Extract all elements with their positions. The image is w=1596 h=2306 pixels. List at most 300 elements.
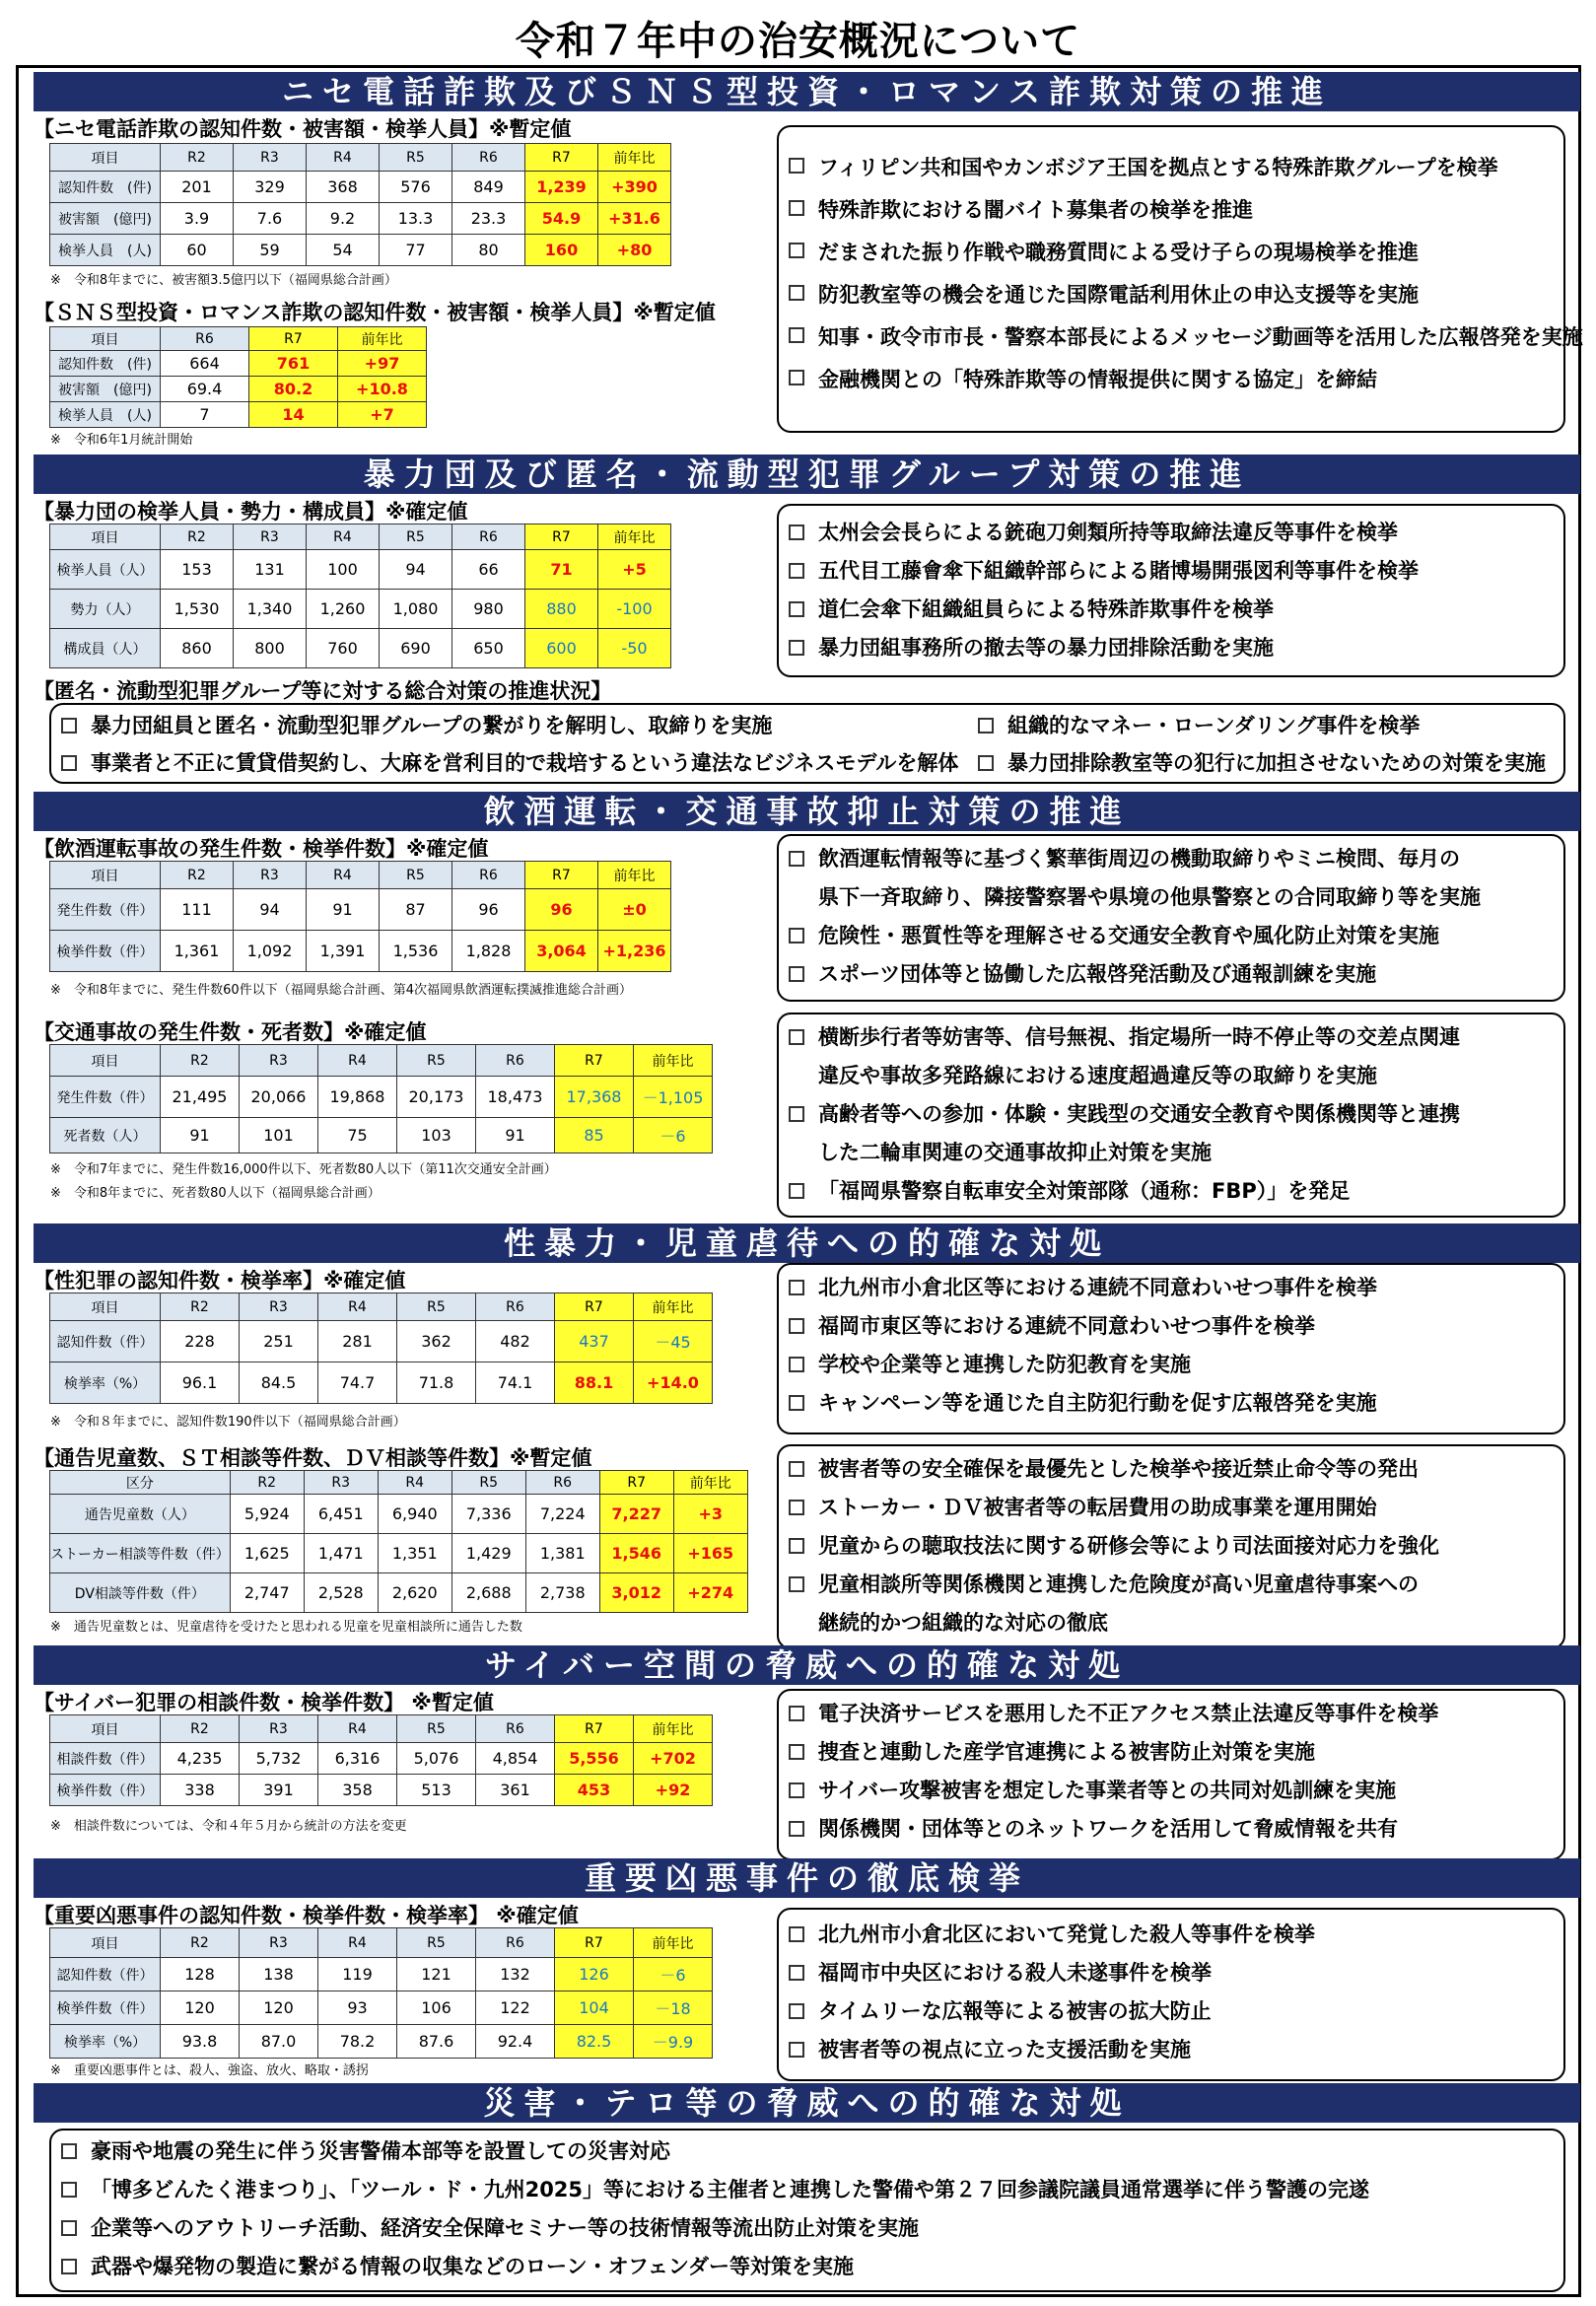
measures-box-anonymous-groups <box>49 703 1565 784</box>
measure-item <box>779 189 1563 232</box>
row-header: 勢力（人） <box>50 590 161 629</box>
table-cell: 131 <box>234 550 307 590</box>
table-cell: 690 <box>380 629 452 668</box>
measure-text: 道仁会傘下組織組員らによる特殊詐欺事件を検挙 <box>818 597 1274 621</box>
measure-text: 関係機関・団体等とのネットワークを活用して脅威情報を共有 <box>818 1817 1398 1841</box>
column-header: R3 <box>304 1471 378 1495</box>
measure-item <box>779 274 1563 316</box>
table-cell: +97 <box>338 351 427 377</box>
measures-box-child-abuse <box>777 1444 1565 1649</box>
measure-text: フィリピン共和国やカンボジア王国を拠点とする特殊詐欺グループを検挙 <box>818 156 1498 179</box>
measure-text: ストーカー・ＤＶ被害者等の転居費用の助成事業を運用開始 <box>818 1496 1377 1519</box>
column-header: R3 <box>234 524 307 550</box>
measure-item <box>779 917 1563 955</box>
serious-crimes-table <box>49 1927 713 2059</box>
table-cell: 6,940 <box>378 1495 451 1534</box>
measure-item <box>779 1095 1563 1134</box>
column-header: R6 <box>161 327 249 351</box>
sex-crimes-table <box>49 1293 713 1404</box>
measure-text: だまされた振り作戦や職務質問による受け子らの現場検挙を推進 <box>818 241 1419 264</box>
column-header: R2 <box>161 524 234 550</box>
measures-box-gangs <box>777 504 1565 677</box>
row-header: 相談件数（件） <box>50 1743 161 1775</box>
row-header: 検挙率（%） <box>50 2025 161 2059</box>
table-cell: 1,381 <box>525 1534 599 1573</box>
table-cell: 59 <box>234 235 307 266</box>
row-header: ストーカー相談等件数（件） <box>50 1534 231 1573</box>
column-header: R2 <box>161 1928 240 1958</box>
measure-text: 学校や企業等と連携した防犯教育を実施 <box>818 1353 1191 1376</box>
table-cell: 80.2 <box>249 377 338 402</box>
measure-item <box>779 1307 1563 1346</box>
table-cell: 18,473 <box>476 1077 555 1118</box>
section-banner-gangs: 暴力団及び匿名・流動型犯罪グループ対策の推進 <box>34 454 1580 494</box>
table-cell: 2,688 <box>451 1573 525 1613</box>
measure-text: 事業者と不正に賃貸借契約し、大麻を営利目的で栽培するという違法なビジネスモデルを解体 <box>91 751 959 775</box>
table-cell: 5,556 <box>555 1743 634 1775</box>
measure-item <box>779 2031 1563 2069</box>
column-header: R5 <box>380 862 452 889</box>
checkbox-icon <box>789 928 804 943</box>
column-header: R5 <box>397 1715 476 1743</box>
table-cell: 513 <box>397 1775 476 1806</box>
table-cell: 85 <box>555 1118 634 1153</box>
measure-item <box>779 316 1583 359</box>
table-cell: 650 <box>452 629 525 668</box>
column-header: R4 <box>307 524 380 550</box>
table-cell: 2,528 <box>304 1573 378 1613</box>
column-header: R4 <box>318 1045 397 1077</box>
checkbox-icon <box>789 2003 804 2019</box>
checkbox-icon <box>789 601 804 617</box>
table-row <box>50 629 671 668</box>
column-header: R7 <box>555 1045 634 1077</box>
table-row <box>50 172 671 203</box>
measure-text: 継続的かつ組織的な対応の徹底 <box>818 1611 1108 1635</box>
table-cell: 281 <box>318 1321 397 1363</box>
page-title: 令和７年中の治安概況について <box>515 19 1081 64</box>
table-cell: 6,316 <box>318 1743 397 1775</box>
table-row <box>50 931 671 972</box>
row-header: 検挙件数（件） <box>50 1775 161 1806</box>
measure-text: 捜査と連動した産学官連携による被害防止対策を実施 <box>818 1740 1315 1764</box>
measure-text: キャンペーン等を通じた自主防犯行動を促す広報啓発を実施 <box>818 1391 1377 1415</box>
table-cell: 120 <box>161 1992 240 2025</box>
measures-box-cyber <box>777 1689 1565 1860</box>
column-header: R7 <box>525 144 598 172</box>
measures-box-sex-crimes <box>777 1263 1565 1434</box>
row-header: 発生件数（件） <box>50 889 161 931</box>
measure-text: 福岡市東区等における連続不同意わいせつ事件を検挙 <box>818 1314 1315 1338</box>
table-cell: 368 <box>307 172 380 203</box>
column-header: R2 <box>230 1471 304 1495</box>
table-cell: 4,854 <box>476 1743 555 1775</box>
row-header: 検挙率（%） <box>50 1363 161 1404</box>
checkbox-icon <box>789 563 804 579</box>
column-header: R3 <box>234 144 307 172</box>
table-cell: 358 <box>318 1775 397 1806</box>
table-cell: 7.6 <box>234 203 307 235</box>
column-header: R5 <box>397 1928 476 1958</box>
checkbox-icon <box>789 327 804 343</box>
cyber-table <box>49 1714 713 1806</box>
measure-text: 高齢者等への参加・体験・実践型の交通安全教育や関係機関等と連携 <box>818 1102 1460 1126</box>
table-cell: 54.9 <box>525 203 598 235</box>
measure-item <box>779 1346 1563 1384</box>
checkbox-icon <box>978 755 994 771</box>
checkbox-icon <box>789 966 804 982</box>
column-header: R2 <box>161 1293 240 1321</box>
measures-box-fraud <box>777 125 1583 433</box>
column-header: 項目 <box>50 327 161 351</box>
table-cell: 201 <box>161 172 234 203</box>
column-header: R4 <box>318 1715 397 1743</box>
column-header: 前年比 <box>598 144 671 172</box>
column-header: R7 <box>525 862 598 889</box>
row-header: 認知件数（件） <box>50 1321 161 1363</box>
checkbox-icon <box>789 200 804 216</box>
table-row <box>50 402 427 428</box>
measure-item <box>51 2171 1563 2209</box>
table-cell: －9.9 <box>634 2025 713 2059</box>
table-cell: 101 <box>240 1118 318 1153</box>
row-header: 認知件数 (件) <box>50 351 161 377</box>
column-header: 項目 <box>50 1928 161 1958</box>
checkbox-icon <box>61 718 77 734</box>
measure-item <box>51 2132 1563 2171</box>
table-cell: －6 <box>634 1958 713 1992</box>
column-header: R5 <box>380 524 452 550</box>
table-row <box>50 203 671 235</box>
table-cell: 78.2 <box>318 2025 397 2059</box>
table-cell: +3 <box>673 1495 747 1534</box>
measure-text: スポーツ団体等と協働した広報啓発活動及び通報訓練を実施 <box>818 962 1377 986</box>
column-header: 項目 <box>50 1045 161 1077</box>
table-cell: 880 <box>525 590 598 629</box>
column-header: R3 <box>240 1293 318 1321</box>
measure-item <box>779 1384 1563 1423</box>
measure-text: 北九州市小倉北区等における連続不同意わいせつ事件を検挙 <box>818 1276 1377 1299</box>
measure-item <box>968 744 1546 782</box>
table-row <box>50 1495 748 1534</box>
table-title-phone-fraud: 【ニセ電話詐欺の認知件数・被害額・検挙人員】※暫定値 <box>34 117 572 141</box>
checkbox-icon <box>789 640 804 656</box>
measure-item <box>779 1489 1563 1527</box>
measure-text: 五代目工藤會傘下組織幹部らによる賭博場開張図利等事件を検挙 <box>818 559 1419 583</box>
table-cell: 77 <box>380 235 452 266</box>
column-header: 前年比 <box>634 1928 713 1958</box>
table-cell: 60 <box>161 235 234 266</box>
table-cell: 1,429 <box>451 1534 525 1573</box>
table-cell: 94 <box>380 550 452 590</box>
row-header: 死者数（人） <box>50 1118 161 1153</box>
table-cell: 100 <box>307 550 380 590</box>
table-note: ※ 令和6年1月統計開始 <box>50 433 193 448</box>
table-cell: +1,236 <box>598 931 671 972</box>
table-cell: 482 <box>476 1321 555 1363</box>
column-header: 項目 <box>50 524 161 550</box>
table-cell: 54 <box>307 235 380 266</box>
table-cell: 860 <box>161 629 234 668</box>
table-cell: 6,451 <box>304 1495 378 1534</box>
table-cell: 1,340 <box>234 590 307 629</box>
table-cell: 87 <box>380 889 452 931</box>
measure-item <box>779 591 1563 629</box>
table-cell: 111 <box>161 889 234 931</box>
section-banner-serious-crimes: 重要凶悪事件の徹底検挙 <box>34 1858 1580 1898</box>
table-cell: 153 <box>161 550 234 590</box>
checkbox-icon <box>789 370 804 385</box>
measure-item <box>779 147 1563 189</box>
table-cell: 576 <box>380 172 452 203</box>
table-cell: 800 <box>234 629 307 668</box>
gangs-table <box>49 524 671 668</box>
measure-text: 「博多どんたく港まつり」、「ツール・ド・九州2025」等における主催者と連携した警備や第２７回参議院議員通常選挙に伴う警護の完遂 <box>91 2178 1370 2201</box>
table-cell: 3,064 <box>525 931 598 972</box>
measure-text: 横断歩行者等妨害等、信号無視、指定場所一時不停止等の交差点関連 <box>818 1025 1460 1049</box>
checkbox-icon <box>789 243 804 258</box>
checkbox-icon <box>789 1576 804 1592</box>
row-header: 検挙人員（人） <box>50 550 161 590</box>
table-cell: 23.3 <box>452 203 525 235</box>
column-header: 前年比 <box>338 327 427 351</box>
column-header: 区分 <box>50 1471 231 1495</box>
column-header: R6 <box>452 862 525 889</box>
table-row <box>50 1363 713 1404</box>
row-header: 認知件数 (件) <box>50 172 161 203</box>
measure-item <box>779 1695 1563 1733</box>
column-header: R7 <box>555 1928 634 1958</box>
column-header: R7 <box>249 327 338 351</box>
table-cell: 3.9 <box>161 203 234 235</box>
table-cell: 122 <box>476 1992 555 2025</box>
column-header: R2 <box>161 1045 240 1077</box>
column-header: R4 <box>307 144 380 172</box>
table-cell: 106 <box>397 1992 476 2025</box>
table-cell: 5,924 <box>230 1495 304 1534</box>
measure-text: 福岡市中央区における殺人未遂事件を検挙 <box>818 1961 1212 1985</box>
table-cell: 160 <box>525 235 598 266</box>
table-cell: +31.6 <box>598 203 671 235</box>
phone-fraud-table <box>49 143 671 266</box>
checkbox-icon <box>61 755 77 771</box>
checkbox-icon <box>789 1318 804 1334</box>
table-cell: 980 <box>452 590 525 629</box>
table-cell: 96.1 <box>161 1363 240 1404</box>
checkbox-icon <box>789 1744 804 1760</box>
table-cell: 84.5 <box>240 1363 318 1404</box>
measure-text: 金融機関との「特殊詐欺等の情報提供に関する協定」を締結 <box>818 368 1377 391</box>
checkbox-icon <box>789 1926 804 1942</box>
checkbox-icon <box>789 1706 804 1721</box>
measure-text: 組織的なマネー・ローンダリング事件を検挙 <box>1007 714 1421 737</box>
table-title-gangs: 【暴力団の検挙人員・勢力・構成員】※確定値 <box>34 500 468 524</box>
measure-item <box>779 232 1563 274</box>
drunk-driving-table <box>49 861 671 972</box>
column-header: 前年比 <box>673 1471 747 1495</box>
measure-item <box>779 1527 1563 1566</box>
measure-item <box>779 1810 1563 1849</box>
column-header: 前年比 <box>598 862 671 889</box>
measure-item <box>779 878 1563 917</box>
table-cell: 1,391 <box>307 931 380 972</box>
table-note: ※ 令和8年までに、被害額3.5億円以下（福岡県総合計画） <box>50 273 397 288</box>
table-cell: 5,076 <box>397 1743 476 1775</box>
measure-item <box>779 1772 1563 1810</box>
table-cell: 361 <box>476 1775 555 1806</box>
table-cell: 453 <box>555 1775 634 1806</box>
table-cell: －6 <box>634 1118 713 1153</box>
column-header: R4 <box>318 1928 397 1958</box>
column-header: R5 <box>380 144 452 172</box>
table-cell: 71 <box>525 550 598 590</box>
column-header: R6 <box>476 1045 555 1077</box>
table-cell: 132 <box>476 1958 555 1992</box>
measure-text: 防犯教室等の機会を通じた国際電話利用休止の申込支援等を実施 <box>818 283 1419 307</box>
column-header: R6 <box>452 524 525 550</box>
table-cell: 91 <box>307 889 380 931</box>
table-cell: 2,738 <box>525 1573 599 1613</box>
table-cell: 4,235 <box>161 1743 240 1775</box>
table-cell: 7 <box>161 402 249 428</box>
table-cell: 20,066 <box>240 1077 318 1118</box>
table-cell: -100 <box>598 590 671 629</box>
table-cell: 251 <box>240 1321 318 1363</box>
measure-item <box>779 359 1563 401</box>
table-row <box>50 889 671 931</box>
measures-box-disaster-terror <box>49 2129 1565 2292</box>
measure-text: 企業等へのアウトリーチ活動、経済安全保障セミナー等の技術情報等流出防止対策を実施 <box>91 2216 919 2240</box>
column-header: R5 <box>451 1471 525 1495</box>
measure-item <box>779 1269 1563 1307</box>
checkbox-icon <box>789 1461 804 1477</box>
checkbox-icon <box>789 1357 804 1372</box>
table-note: ※ 令和8年までに、発生件数60件以下（福岡県総合計画、第4次福岡県飲酒運転撲滅推進総合計画） <box>50 983 632 998</box>
checkbox-icon <box>789 2042 804 2058</box>
table-cell: 93 <box>318 1992 397 2025</box>
column-header: R6 <box>452 144 525 172</box>
table-cell: ±0 <box>598 889 671 931</box>
table-note: ※ 令和８年までに、認知件数190件以下（福岡県総合計画） <box>50 1415 406 1430</box>
table-cell: －18 <box>634 1992 713 2025</box>
measure-item <box>779 629 1563 667</box>
measure-text: 暴力団組員と匿名・流動型犯罪グループの繋がりを解明し、取締りを実施 <box>91 714 773 737</box>
column-header: R6 <box>525 1471 599 1495</box>
measure-item <box>779 1450 1563 1489</box>
table-cell: 362 <box>397 1321 476 1363</box>
table-cell: 103 <box>397 1118 476 1153</box>
measure-item <box>779 955 1563 994</box>
checkbox-icon <box>789 285 804 301</box>
table-cell: 5,732 <box>240 1743 318 1775</box>
checkbox-icon <box>789 1500 804 1515</box>
row-header: 認知件数（件） <box>50 1958 161 1992</box>
table-cell: 1,471 <box>304 1534 378 1573</box>
measure-item <box>779 1916 1563 1954</box>
table-row <box>50 1958 713 1992</box>
row-header: 検挙件数（件） <box>50 1992 161 2025</box>
table-cell: 96 <box>452 889 525 931</box>
checkbox-icon <box>789 1395 804 1411</box>
measure-item <box>51 2248 1563 2286</box>
table-cell: 120 <box>240 1992 318 2025</box>
table-cell: 2,620 <box>378 1573 451 1613</box>
checkbox-icon <box>61 2220 77 2236</box>
table-row <box>50 1573 748 1613</box>
checkbox-icon <box>61 2259 77 2274</box>
section-banner-fraud: ニセ電話詐欺及びＳＮＳ型投資・ロマンス詐欺対策の推進 <box>34 72 1580 111</box>
table-cell: 20,173 <box>397 1077 476 1118</box>
row-header: 検挙人員 (人) <box>50 235 161 266</box>
measure-text: サイバー攻撃被害を想定した事業者等との共同対処訓練を実施 <box>818 1779 1397 1802</box>
measure-text: 暴力団組事務所の撤去等の暴力団排除活動を実施 <box>818 636 1274 660</box>
table-row <box>50 2025 713 2059</box>
measure-text: 太州会会長らによる銃砲刀剣類所持等取締法違反等事件を検挙 <box>818 521 1398 544</box>
column-header: 前年比 <box>598 524 671 550</box>
table-cell: 71.8 <box>397 1363 476 1404</box>
table-cell: 7,227 <box>599 1495 673 1534</box>
checkbox-icon <box>978 718 994 734</box>
table-cell: 87.0 <box>240 2025 318 2059</box>
table-cell: 7,336 <box>451 1495 525 1534</box>
measure-item <box>51 2209 1563 2248</box>
table-cell: 75 <box>318 1118 397 1153</box>
table-row <box>50 1118 713 1153</box>
table-cell: +702 <box>634 1743 713 1775</box>
table-cell: +7 <box>338 402 427 428</box>
table-title-anonymous-groups: 【匿名・流動型犯罪グループ等に対する総合対策の推進状況】 <box>34 679 612 703</box>
table-row <box>50 235 671 266</box>
table-cell: 1,239 <box>525 172 598 203</box>
column-header: 項目 <box>50 862 161 889</box>
table-title-sex-crimes: 【性犯罪の認知件数・検挙率】※確定値 <box>34 1269 406 1293</box>
measure-item <box>51 707 968 744</box>
section-banner-disaster-terror: 災害・テロ等の脅威への的確な対処 <box>34 2083 1580 2123</box>
column-header: R7 <box>555 1715 634 1743</box>
table-cell: 96 <box>525 889 598 931</box>
table-cell: 91 <box>476 1118 555 1153</box>
table-cell: 1,625 <box>230 1534 304 1573</box>
measure-item <box>51 744 968 782</box>
measure-item <box>779 514 1563 552</box>
measure-text: 県下一斉取締り、隣接警察署や県境の他県警察との合同取締り等を実施 <box>818 885 1481 909</box>
table-cell: 80 <box>452 235 525 266</box>
checkbox-icon <box>61 2143 77 2159</box>
column-header: 前年比 <box>634 1715 713 1743</box>
table-cell: -50 <box>598 629 671 668</box>
table-row <box>50 1743 713 1775</box>
table-cell: 17,368 <box>555 1077 634 1118</box>
column-header: R2 <box>161 1715 240 1743</box>
measure-item <box>779 1954 1563 1992</box>
column-header: R5 <box>397 1293 476 1321</box>
column-header: R7 <box>525 524 598 550</box>
main-frame <box>16 65 1581 2297</box>
table-cell: 600 <box>525 629 598 668</box>
measure-item <box>779 840 1563 878</box>
table-title-child-abuse: 【通告児童数、ＳＴ相談等件数、ＤＶ相談等件数】※暫定値 <box>34 1446 592 1470</box>
table-cell: 121 <box>397 1958 476 1992</box>
table-row <box>50 590 671 629</box>
table-cell: 66 <box>452 550 525 590</box>
table-cell: 1,546 <box>599 1534 673 1573</box>
table-note: ※ 通告児童数とは、児童虐待を受けたと思われる児童を児童相談所に通告した数 <box>50 1620 522 1635</box>
row-header: 通告児童数（人） <box>50 1495 231 1534</box>
measure-item <box>779 1733 1563 1772</box>
measure-item <box>779 1057 1563 1095</box>
column-header: 項目 <box>50 144 161 172</box>
column-header: R5 <box>397 1045 476 1077</box>
